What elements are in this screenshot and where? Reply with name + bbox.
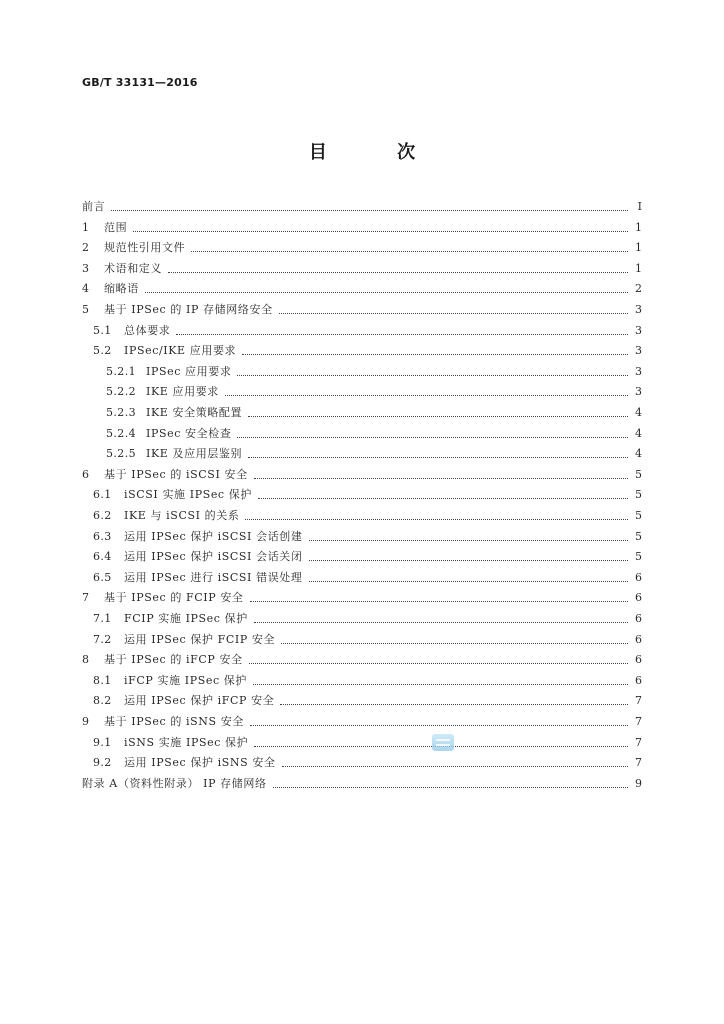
toc-entry-page: 6	[635, 673, 642, 687]
toc-entry-page: 5	[635, 467, 642, 481]
toc-leader-dots	[258, 498, 628, 499]
toc-leader-dots	[254, 478, 628, 479]
toc-entry-page: 3	[635, 364, 642, 378]
toc-leader-dots	[248, 457, 628, 458]
toc-entry[interactable]	[82, 690, 642, 708]
toc-entry-number: 7.2	[93, 632, 112, 646]
toc-entry-label	[82, 324, 170, 338]
toc-entry[interactable]	[82, 567, 642, 585]
toc-entry-page: 6	[635, 570, 642, 584]
toc-entry-text: 运用 IPSec 保护 iSCSI 会话关闭	[124, 550, 303, 564]
toc-entry-label	[82, 509, 239, 523]
toc-entry-number: 5.1	[93, 323, 112, 337]
toc-entry[interactable]	[82, 361, 642, 379]
toc-entry-text: 基于 IPSec 的 FCIP 安全	[104, 591, 244, 605]
toc-entry-text: 附录 A（资料性附录） IP 存储网络	[82, 776, 267, 790]
toc-entry-label	[82, 694, 274, 708]
toc-entry-label	[82, 447, 242, 461]
toc-entry-number: 6.2	[93, 509, 112, 522]
toc-entry-page: 3	[635, 303, 642, 316]
toc-entry-text: 运用 IPSec 进行 iSCSI 错误处理	[124, 570, 303, 584]
toc-entry-label	[82, 674, 247, 688]
toc-entry-label	[82, 550, 303, 564]
toc-entry-text: 缩略语	[104, 282, 139, 296]
toc-entry[interactable]	[82, 670, 642, 688]
toc-leader-dots	[242, 354, 628, 355]
toc-entry-page: 1	[635, 220, 642, 234]
toc-leader-dots	[176, 334, 628, 335]
toc-entry-number: 6.5	[93, 570, 112, 584]
toc-entry-text: IPSec 安全检查	[146, 426, 232, 440]
toc-entry-page: 3	[635, 344, 642, 358]
toc-entry-page: 2	[635, 282, 642, 296]
toc-entry[interactable]	[82, 237, 642, 255]
toc-entry-number: 1	[82, 220, 90, 234]
toc-entry-page: 5	[635, 550, 642, 564]
toc-leader-dots	[309, 581, 629, 582]
toc-entry-page: 6	[635, 653, 642, 667]
toc-entry[interactable]	[82, 649, 642, 667]
toc-leader-dots	[281, 643, 628, 644]
toc-entry-text: iSCSI 实施 IPSec 保护	[124, 488, 252, 502]
toc-leader-dots	[250, 725, 628, 726]
toc-entry-page: 7	[635, 715, 642, 728]
toc-entry-label	[82, 262, 162, 276]
toc-entry-text: 基于 IPSec 的 IP 存储网络安全	[104, 303, 273, 316]
toc-entry-text: iFCP 实施 IPSec 保护	[124, 673, 248, 687]
toc-entry-page: 4	[635, 426, 642, 440]
toc-entry-page: 9	[635, 776, 642, 790]
toc-entry-label	[82, 365, 231, 379]
toc-entry-page: 3	[635, 385, 642, 399]
toc-entry-label	[82, 715, 244, 729]
toc-entry[interactable]	[82, 773, 642, 791]
toc-entry-page: 6	[635, 612, 642, 625]
toc-entry-text: IPSec/IKE 应用要求	[124, 344, 237, 358]
toc-entry-page: 1	[635, 241, 642, 255]
toc-entry-number: 6	[82, 467, 90, 481]
toc-entry[interactable]	[82, 217, 642, 235]
toc-leader-dots	[309, 540, 629, 541]
toc-entry-label	[82, 488, 252, 502]
toc-entry-text: IKE 应用要求	[146, 385, 219, 399]
toc-entry-page: 5	[635, 529, 642, 543]
toc-entry[interactable]	[82, 711, 642, 729]
toc-entry-page: 7	[635, 694, 642, 708]
toc-entry[interactable]	[82, 320, 642, 338]
toc-leader-dots	[282, 766, 628, 767]
toc-entry-text: IKE 及应用层鉴别	[146, 447, 243, 461]
toc-entry-label	[82, 591, 244, 605]
toc-entry-number: 5.2	[93, 344, 112, 358]
toc-entry-text: 运用 IPSec 保护 iFCP 安全	[124, 694, 275, 708]
toc-leader-dots	[280, 704, 628, 705]
toc-entry-label	[82, 241, 185, 255]
toc-entry[interactable]	[82, 196, 642, 214]
toc-entry-label	[82, 777, 267, 791]
toc-entry[interactable]	[82, 526, 642, 544]
toc-entry-page: 6	[635, 632, 642, 646]
toc-entry-label	[82, 221, 127, 235]
toc-entry[interactable]	[82, 629, 642, 647]
toc-entry-number: 9	[82, 715, 90, 728]
toc-entry[interactable]	[82, 299, 642, 317]
toc-entry[interactable]	[82, 752, 642, 770]
toc-entry-number: 9.1	[93, 735, 112, 749]
toc-entry-number: 8.2	[93, 694, 112, 708]
toc-leader-dots	[254, 622, 628, 623]
toc-entry-number: 9.2	[93, 756, 112, 770]
toc-entry-label	[82, 633, 275, 647]
toc-leader-dots	[273, 787, 628, 788]
toc-entry-text: 运用 IPSec 保护 FCIP 安全	[124, 632, 276, 646]
toc-leader-dots	[133, 231, 628, 232]
toc-entry-label	[82, 612, 248, 626]
toc-entry[interactable]	[82, 505, 642, 523]
toc-entry-page: 7	[635, 756, 642, 770]
toc-entry-number: 8	[82, 653, 90, 667]
toc-entry-number: 5.2.4	[106, 426, 136, 440]
toc-entry-page: 6	[635, 591, 642, 605]
toc-entry-label	[82, 406, 242, 420]
toc-leader-dots	[248, 416, 628, 417]
toc-leader-dots	[145, 292, 628, 293]
toc-entry-page: 4	[635, 447, 642, 461]
toc-entry[interactable]	[82, 278, 642, 296]
toc-entry-label	[82, 282, 139, 296]
toc-entry-text: 规范性引用文件	[104, 241, 186, 255]
toc-entry-text: IPSec 应用要求	[146, 364, 232, 378]
toc-entry-number: 3	[82, 261, 90, 275]
toc-entry-label	[82, 530, 303, 544]
toc-entry-label	[82, 427, 231, 441]
toc-entry-label	[82, 756, 276, 770]
toc-entry-label	[82, 344, 236, 358]
standard-code: GB/T 33131—2016	[82, 76, 198, 89]
toc-entry-text: 基于 IPSec 的 iSNS 安全	[104, 715, 244, 728]
toc-entry-number: 5.2.2	[106, 385, 136, 399]
toc-entry[interactable]	[82, 402, 642, 420]
toc-leader-dots	[225, 395, 628, 396]
toc-entry-text: 运用 IPSec 保护 iSCSI 会话创建	[124, 529, 303, 543]
toc-entry-label	[82, 736, 248, 750]
toc-entry-page: 3	[635, 323, 642, 337]
toc-entry-text: 运用 IPSec 保护 iSNS 安全	[124, 756, 276, 770]
toc-entry[interactable]	[82, 464, 642, 482]
toc-entry[interactable]	[82, 608, 642, 626]
toc-entry-label	[82, 468, 248, 482]
toc-entry[interactable]	[82, 381, 642, 399]
toc-entry[interactable]	[82, 484, 642, 502]
toc-entry-text: IKE 与 iSCSI 的关系	[124, 509, 240, 522]
toc-leader-dots	[237, 375, 628, 376]
toc-leader-dots	[237, 437, 628, 438]
toc-leader-dots	[250, 601, 628, 602]
toc-entry-text: 前言	[82, 200, 106, 213]
toc-entry-text: 基于 IPSec 的 iFCP 安全	[104, 653, 243, 667]
toc-entry-number: 8.1	[93, 673, 112, 687]
toc-entry[interactable]	[82, 340, 642, 358]
toc-entry[interactable]	[82, 732, 642, 750]
toc-entry[interactable]	[82, 587, 642, 605]
toc-entry-number: 7.1	[93, 612, 112, 625]
page-title: 目 次	[308, 142, 448, 163]
toc-entry-text: 范围	[104, 220, 128, 234]
watermark-icon	[432, 734, 454, 751]
toc-leader-dots	[279, 313, 628, 314]
toc-entry-number: 5	[82, 303, 90, 316]
toc-entry-text: IKE 安全策略配置	[146, 406, 243, 419]
toc-leader-dots	[111, 210, 628, 211]
toc-entry-text: FCIP 实施 IPSec 保护	[124, 612, 248, 625]
toc-entry[interactable]	[82, 423, 642, 441]
toc-entry-text: 术语和定义	[104, 261, 162, 275]
toc-leader-dots	[253, 684, 628, 685]
toc-entry-number: 5.2.3	[106, 406, 136, 419]
toc-entry-number: 6.3	[93, 529, 112, 543]
toc-entry-number: 5.2.1	[106, 364, 136, 378]
toc-entry-label	[82, 200, 105, 214]
toc-entry-number: 6.4	[93, 550, 112, 564]
toc-entry-page: 5	[635, 509, 642, 522]
toc-entry[interactable]	[82, 546, 642, 564]
toc-entry-page: 7	[635, 735, 642, 749]
toc-entry-text: iSNS 实施 IPSec 保护	[124, 735, 249, 749]
toc-entry-number: 2	[82, 241, 90, 255]
toc-leader-dots	[249, 663, 628, 664]
toc-leader-dots	[309, 560, 629, 561]
toc-leader-dots	[168, 272, 628, 273]
toc-entry-text: 总体要求	[124, 323, 171, 337]
toc-entry-label	[82, 303, 273, 317]
toc-entry[interactable]	[82, 258, 642, 276]
toc-entry-text: 基于 IPSec 的 iSCSI 安全	[104, 467, 248, 481]
toc-entry-number: 7	[82, 591, 90, 605]
toc-entry-page: 1	[635, 261, 642, 275]
toc-entry-label	[82, 653, 243, 667]
toc-entry-page: 5	[635, 488, 642, 502]
toc-entry-label	[82, 571, 303, 585]
toc-entry-label	[82, 385, 219, 399]
toc-entry-number: 5.2.5	[106, 447, 136, 461]
toc-entry[interactable]	[82, 443, 642, 461]
toc-leader-dots	[245, 519, 628, 520]
toc-entry-page: Ⅰ	[637, 200, 642, 213]
toc-entry-number: 4	[82, 282, 90, 296]
toc-entry-page: 4	[635, 406, 642, 419]
toc-leader-dots	[191, 251, 628, 252]
toc-entry-number: 6.1	[93, 488, 112, 502]
